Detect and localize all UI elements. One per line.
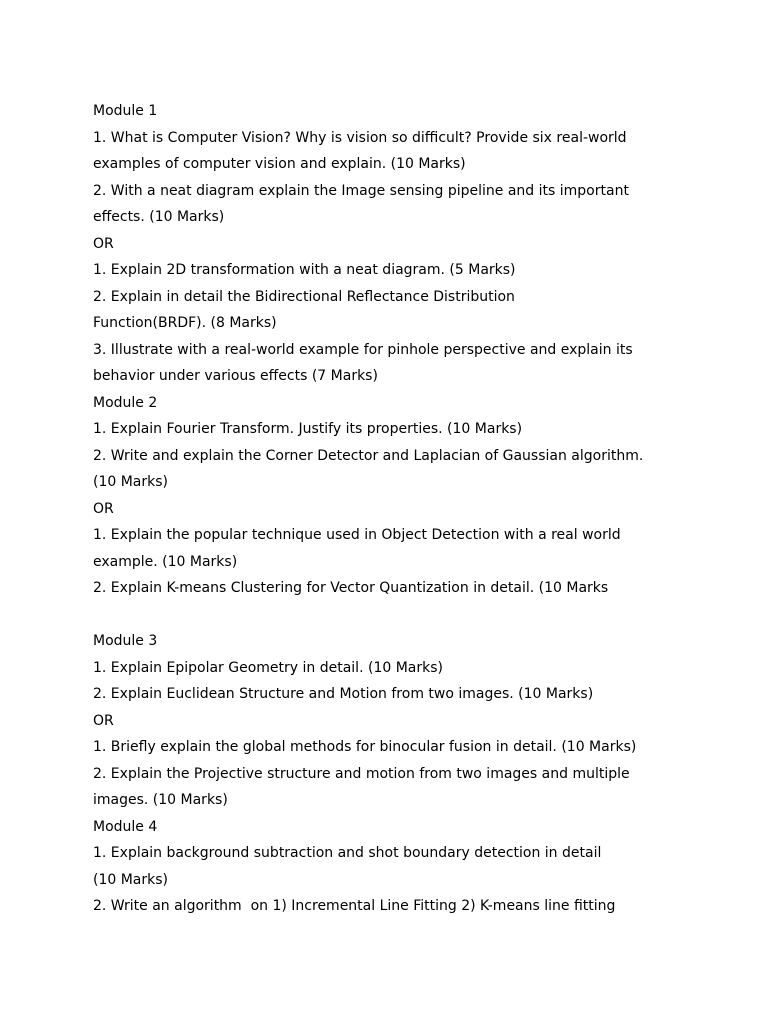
question-line: effects. (10 Marks) bbox=[93, 209, 225, 225]
question-line: 1. What is Computer Vision? Why is vision so difficult? Provide six real-world bbox=[93, 129, 627, 146]
question-line: 1. Explain background subtraction and shot boundary detection in detail bbox=[93, 845, 602, 861]
question-line: 2. Explain K-means Clustering for Vector Quantization in detail. (10 Marks bbox=[93, 580, 609, 596]
question-line: 2. Write and explain the Corner Detector and Laplacian of Gaussian algorithm. bbox=[93, 447, 644, 464]
question-line: 2. With a neat diagram explain the Image sensing pipeline and its important bbox=[93, 182, 629, 199]
question-line: 1. Explain 2D transformation with a neat diagram. (5 Marks) bbox=[93, 262, 516, 278]
question-line: 1. Explain Epipolar Geometry in detail. (10 Marks) bbox=[93, 659, 443, 676]
module-3-heading: Module 3 bbox=[93, 633, 158, 649]
module-1-heading: Module 1 bbox=[93, 103, 158, 119]
question-line: 3. Illustrate with a real-world example for pinhole perspective and explain its bbox=[93, 341, 633, 358]
question-line: example. (10 Marks) bbox=[93, 553, 238, 570]
module-4-heading: Module 4 bbox=[93, 818, 158, 835]
or-separator: OR bbox=[93, 500, 114, 517]
question-line: images. (10 Marks) bbox=[93, 792, 228, 808]
question-line: (10 Marks) bbox=[93, 474, 169, 490]
question-line: 2. Write an algorithm on 1) Incremental Line Fitting 2) K-means line fitting bbox=[93, 898, 616, 914]
document-page bbox=[93, 98, 733, 920]
question-line: 1. Explain the popular technique used in Object Detection with a real world bbox=[93, 527, 621, 543]
module-2-heading: Module 2 bbox=[93, 394, 158, 411]
question-line: behavior under various effects (7 Marks) bbox=[93, 368, 378, 384]
or-separator: OR bbox=[93, 712, 114, 729]
or-separator: OR bbox=[93, 235, 114, 252]
question-line: 2. Explain Euclidean Structure and Motion from two images. (10 Marks) bbox=[93, 686, 594, 702]
question-line: examples of computer vision and explain. (10 Marks) bbox=[93, 156, 466, 172]
question-line: 1. Explain Fourier Transform. Justify its properties. (10 Marks) bbox=[93, 421, 523, 437]
question-line: 2. Explain in detail the Bidirectional Reflectance Distribution bbox=[93, 288, 515, 305]
question-line: 1. Briefly explain the global methods for binocular fusion in detail. (10 Marks) bbox=[93, 739, 637, 755]
question-line: Function(BRDF). (8 Marks) bbox=[93, 315, 277, 331]
question-line: (10 Marks) bbox=[93, 871, 169, 888]
blank-line bbox=[93, 602, 733, 629]
question-line: 2. Explain the Projective structure and motion from two images and multiple bbox=[93, 765, 630, 782]
